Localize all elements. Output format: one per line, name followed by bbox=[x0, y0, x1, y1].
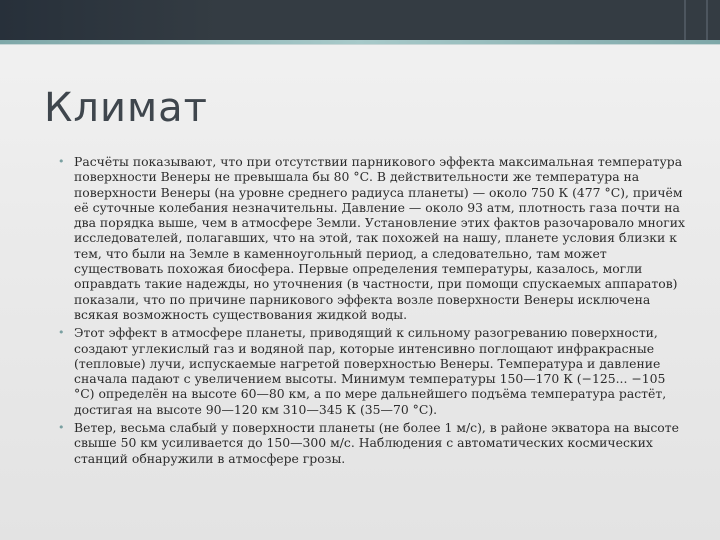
bullet-list bbox=[58, 154, 688, 466]
bullet-icon: • bbox=[58, 421, 65, 435]
bullet-text: Расчёты показывают, что при отсутствии парникового эффекта максимальная температура поверхности Венеры не превышала бы 80 °С. В действительности же температура на поверхности Венеры (на уровне среднего радиуса планеты) — около 750 К (477 °С), причём её суточные колебания незначительны. Давление — около 93 атм, плотность газа почти на два порядка выше, чем в атмосфере Земли. Установление этих фактов разочаровало многих исследователей, полагавших, что на этой, так похожей на нашу, планете условия близки к тем, что были на Земле в каменноугольный период, а следовательно, там может существовать похожая биосфера. Первые определения температуры, казалось, могли оправдать такие надежды, но уточнения (в частности, при помощи спускаемых аппаратов) показали, что по причине парникового эффекта возле поверхности Венеры исключена всякая возможность существования жидкой воды. bbox=[74, 154, 685, 322]
list-item bbox=[58, 325, 688, 417]
slide-body bbox=[58, 154, 688, 469]
bullet-text: Этот эффект в атмосфере планеты, приводящий к сильному разогреванию поверхности, создают углекислый газ и водяной пар, которые интенсивно поглощают инфракрасные (тепловые) лучи, испускаемые нагретой поверхностью Венеры. Температура и давление сначала падают с увеличением высоты. Минимум температуры 150—170 К (−125... −105 °С) определён на высоте 60—80 км, а по мере дальнейшего подъёма температура растёт, достигая на высоте 90—120 км 310—345 К (35—70 °С). bbox=[74, 325, 667, 417]
header-accent bbox=[0, 0, 220, 40]
header-divider-left bbox=[684, 0, 686, 40]
header-divider-right bbox=[706, 0, 708, 40]
header-bar bbox=[0, 0, 720, 40]
slide-title: Климат bbox=[44, 85, 208, 131]
bullet-text: Ветер, весьма слабый у поверхности планеты (не более 1 м/с), в районе экватора на высоте свыше 50 км усиливается до 150—300 м/с. Наблюдения с автоматических космических станций обнаружили в атмосфере грозы. bbox=[74, 420, 679, 466]
list-item bbox=[58, 420, 688, 466]
bullet-icon: • bbox=[58, 155, 65, 168]
list-item bbox=[58, 154, 688, 322]
accent-line bbox=[0, 44, 720, 45]
bullet-icon: • bbox=[58, 326, 65, 340]
